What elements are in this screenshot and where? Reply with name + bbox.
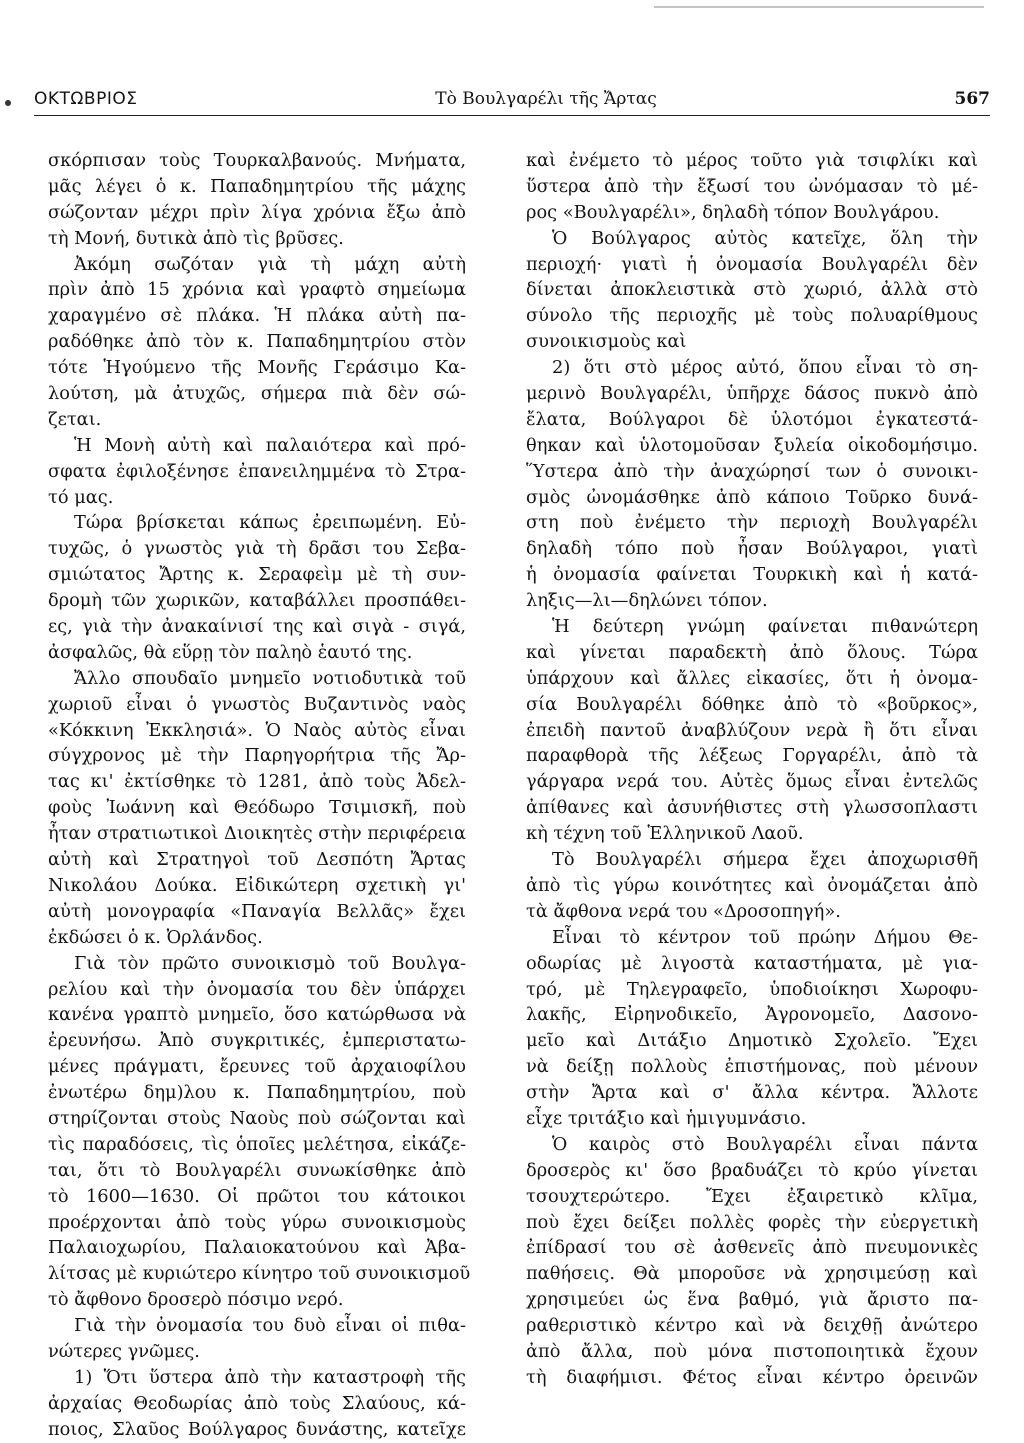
text-line: Εἶναι τὸ κέντρον τοῦ πρώην Δήμου Θε- [552,926,978,948]
text-line: σκόρπισαν τοὺς Τουρκαλβανούς. Μνήματα, [48,150,466,171]
text-line: ζεται. [48,408,102,430]
text-line: λακῆς, Εἰρηνοδικεῖο, Ἀγρονομεῖο, Δασονο- [526,1004,978,1026]
text-line: μερινὸ Βουλγαρέλι, ὑπῆρχε δάσος πυκνὸ ἀπὸ [526,383,978,405]
text-line: σφατα ἐφιλοξένησε ἐπανειλημμένα τὸ Στρα- [48,460,466,482]
text-line: περιοχή· γιατὶ ἡ ὀνομασία Βουλγαρέλι δὲν [526,253,978,275]
text-line: σμὸς ὠνομάσθηκε ἀπὸ κάποιο Τοῦρκο δυνά- [526,486,978,508]
text-line: τό μας. [48,486,114,508]
text-line: Ἡ δεύτερη γνώμη φαίνεται πιθανώτερη [552,616,978,638]
text-line: τρό, μὲ Τηλεγραφεῖο, ὑποδιοίκησι Χωροφυ- [526,978,978,1000]
text-line: νώτερες γνῶμες. [48,1340,200,1362]
text-line: εἶχε τριτάξιο καὶ ἡμιγυμνάσιο. [526,1107,807,1129]
right-column [526,148,978,1391]
text-line: τὸ ἄφθονο δροσερὸ πόσιμο νερό. [48,1289,344,1311]
text-line: προέρχονται ἀπὸ τοὺς γύρω συνοικισμοὺς [48,1211,466,1233]
text-line: μένες πράγματι, ἔρευνες τοῦ ἀρχαιοφίλου [48,1056,466,1078]
text-line: τυχῶς, ὁ γνωστὸς γιὰ τὴ δρᾶσι του Σεβα- [48,538,466,560]
text-line: 2) ὅτι στὸ μέρος αὐτό, ὅπου εἶναι τὸ ση- [552,357,978,379]
text-line: δηλαδὴ τόπο ποὺ ἦσαν Βούλγαροι, γιατὶ [526,538,978,560]
text-line: οδωρίας μὲ λιγοστὰ καταστήματα, μὲ για- [526,952,978,974]
text-line: Ἡ Μονὴ αὐτὴ καὶ παλαιότερα καὶ πρό- [74,434,466,456]
text-line: Ὁ Βούλγαρος αὐτὸς κατεῖχε, ὅλη τὴν [552,227,978,249]
text-line: τσουχτερώτερο. Ἔχει ἐξαιρετικὸ κλῖμα, [526,1185,978,1207]
text-line: ἀρχαίας Θεοδωρίας ἀπὸ τοὺς Σλαύους, κά- [48,1392,466,1414]
text-line: ες, γιὰ τὴν ἀνακαίνισί της καὶ σιγὰ - σιγά, [48,616,466,638]
text-line: Ἀκόμη σωζόταν γιὰ τὴ μάχη αὐτὴ [74,253,466,275]
text-line: ληξις—λι—δηλώνει τόπον. [526,590,768,612]
text-line: φοὺς Ἰωάννη καὶ Θεόδωρο Τσιμισκῆ, ποὺ [48,797,466,819]
text-line: σία Βουλγαρέλι δόθηκε ἀπὸ τὸ «βοῦρκος», [526,693,978,715]
header-title: Τὸ Βουλγαρέλι τῆς Ἄρτας [435,89,657,109]
text-line: Νικολάου Δούκα. Εἰδικώτερη σχετικὴ γι' [48,874,466,896]
text-line: ραθεριστικὸ κέντρο καὶ νὰ δειχθῇ ἀνώτερο [526,1315,978,1337]
text-line: αὐτὴ καὶ Στρατηγοὶ τοῦ Δεσπότη Ἄρτας [48,849,466,871]
text-line: ποὺ ἔχει δείξει πολλὲς φορὲς τὴν εὐεργετικὴ [526,1211,978,1233]
text-line: Γιὰ τὴν ὀνομασία του δυὸ εἶναι οἱ πιθα- [74,1315,466,1337]
header-month: ΟΚΤΩΒΡΙΟΣ [34,89,138,109]
text-line: κανένα γραπτὸ μνημεῖο, ὅσο κατώρθωσα νὰ [48,1004,466,1026]
text-line: ἦταν στρατιωτικοὶ Διοικητὲς στὴν περιφέρεια [48,823,466,845]
text-line: χωριοῦ εἶναι ὁ γνωστὸς Βυζαντινὸς ναὸς [48,693,466,715]
text-line: λίτσας μὲ κυριώτερο κίνητρο τοῦ συνοικισμοῦ [48,1263,471,1285]
text-line: δροσερὸς κι' ὅσο βραδυάζει τὸ κρύο γίνεται [526,1159,978,1181]
text-line: ὕστερα ἀπὸ τὴν ἔξωσί του ὠνόμασαν τὸ μέ- [526,175,978,197]
text-line: ραδόθηκε ἀπὸ τὸν κ. Παπαδημητρίου στὸν [48,331,466,353]
page-number: 567 [954,89,990,109]
text-line: Ὁ καιρὸς στὸ Βουλγαρέλι εἶναι πάντα [552,1133,978,1155]
text-line: παραφθορὰ τῆς λέξεως Γοργαρέλι, ἀπὸ τὰ [526,745,978,767]
text-line: κὴ τέχνη τοῦ Ἑλληνικοῦ Λαοῦ. [526,823,804,845]
text-line: ἀπὸ ἄλλα, ποὺ μόνα πιστοποιητικὰ ἔχουν [526,1340,978,1362]
text-line: Ἄλλο σπουδαῖο μνημεῖο νοτιοδυτικὰ τοῦ [74,667,466,689]
text-line: ἐνωτέρω δημ)λου κ. Παπαδημητρίου, ποὺ [48,1082,466,1104]
scan-artifact-line [654,6,984,8]
text-line: τὰ ἄφθονα νερά του «Δροσοπηγή». [526,900,841,922]
text-line: μᾶς λέγει ὁ κ. Παπαδημητρίου τῆς μάχης [48,175,466,197]
text-line: ται, ὅτι τὸ Βουλγαρέλι συνωκίσθηκε ἀπὸ [48,1159,466,1181]
text-line: αὐτὴ μονογραφία «Παναγία Βελλᾶς» ἔχει [48,900,466,922]
text-line: ἐκδώσει ὁ κ. Ὀρλάνδος. [48,926,263,948]
text-line: καὶ γίνεται παραδεκτὴ ἀπὸ ὅλους. Τώρα [526,641,978,663]
text-line: Τὸ Βουλγαρέλι σήμερα ἔχει ἀποχωρισθῆ [552,849,978,871]
text-line: τὴ Μονή, δυτικὰ ἀπὸ τὶς βρῦσες. [48,227,344,249]
text-line: καὶ ἐνέμετο τὸ μέρος τοῦτο γιὰ τσιφλίκι καὶ [526,150,978,171]
text-line: τὴ διαφήμισι. Φέτος εἶναι κέντρο ὀρεινῶν [526,1366,978,1388]
text-line: ρος «Βουλγαρέλι», δηλαδὴ τόπον Βουλγάρου. [526,201,940,223]
text-line: συνοικισμοὺς καὶ [526,331,687,353]
text-line: Παλαιοχωρίου, Παλαιοκατούνου καὶ Ἀβα- [48,1237,466,1259]
left-column [48,148,471,1443]
text-line: ἀσφαλῶς, θὰ εὕρῃ τὸν παληὸ ἑαυτό της. [48,641,413,663]
text-line: δίνεται ἀποκλειστικὰ στὸ χωριό, ἀλλὰ στὸ [526,279,978,301]
text-line: ἐπειδὴ παντοῦ ἀναβλύζουν νερὰ ἢ ὅτι εἶναι [526,719,978,741]
text-line: στηρίζονται στοὺς Ναοὺς ποὺ σώζονται καὶ [48,1107,466,1129]
text-line: ρελίου καὶ τὴν ὀνομασία του δὲν ὑπάρχει [48,978,466,1000]
text-line: θηκαν καὶ ὑλοτομοῦσαν ξυλεία οἰκοδομήσιμο. [526,434,978,456]
text-line: τὶς παραδόσεις, τὶς ὁποῖες μελέτησα, εἰκάζε- [48,1133,466,1155]
text-line: στὴν Ἄρτα καὶ σ' ἄλλα κέντρα. Ἄλλοτε [526,1082,978,1104]
text-line: παθήσεις. Θὰ μποροῦσε νὰ χρησιμεύσῃ καὶ [526,1263,978,1285]
text-line: δρομὴ τῶν χωρικῶν, καταβάλλει προσπάθει- [48,590,466,612]
text-line: Ὕστερα ἀπὸ τὴν ἀναχώρησί των ὁ συνοικι- [526,460,978,482]
text-line: σώζονταν μέχρι πρὶν λίγα χρόνια ἔξω ἀπὸ [48,201,466,223]
text-line: λούτση, μὰ ἀτυχῶς, σήμερα πιὰ δὲν σώ- [48,383,466,405]
text-line: τας κι' ἐκτίσθηκε τὸ 1281, ἀπὸ τοὺς Ἀδελ- [48,771,466,793]
text-line: ποιος, Σλαῦος Βούλγαρος δυνάστης, κατεῖχε [48,1418,466,1440]
text-line: στη ποὺ ἐνέμετο τὴν περιοχὴ Βουλγαρέλι [526,512,978,534]
scan-artifact-dot [5,100,11,106]
text-line: ἐπίδρασί του σὲ ἀσθενεῖς ἀπὸ πνευμονικὲς [526,1237,978,1259]
text-line: σύνολο τῆς περιοχῆς μὲ τοὺς πολυαρίθμους [526,305,978,327]
text-line: ἀπὸ τὶς γύρω κοινότητες καὶ ὀνομάζεται ἀπὸ [526,874,978,896]
text-line: σμιώτατος Ἄρτης κ. Σεραφεὶμ μὲ τὴ συν- [48,564,466,586]
text-line: τότε Ἡγούμενο τῆς Μονῆς Γεράσιμο Κα- [48,357,466,379]
text-line: ἡ ὀνομασία φαίνεται Τουρκικὴ καὶ ἡ κατά- [526,564,978,586]
text-line: 1) Ὅτι ὕστερα ἀπὸ τὴν καταστροφὴ τῆς [74,1366,466,1388]
text-line: πρὶν ἀπὸ 15 χρόνια καὶ γραφτὸ σημείωμα [48,279,466,301]
text-line: νὰ δείξῃ πολλοὺς ἐπιστήμονας, ποὺ μένουν [526,1056,978,1078]
text-line: χαραγμένο σὲ πλάκα. Ἡ πλάκα αὐτὴ πα- [48,305,466,327]
text-line: ἐρευνήσω. Ἀπὸ συγκριτικές, ἐμπεριστατω- [48,1030,466,1052]
text-line: μεῖο καὶ Διτάξιο Δημοτικὸ Σχολεῖο. Ἔχει [526,1030,978,1052]
text-line: γάργαρα νερά του. Αὐτὲς ὅμως εἶναι ἐντελῶς [526,771,978,793]
text-line: χρησιμεύει ὡς ἕνα βαθμό, γιὰ ἄριστο πα- [526,1289,978,1311]
text-line: «Κόκκινη Ἐκκλησιά». Ὁ Ναὸς αὐτὸς εἶναι [48,719,466,741]
text-line: Τώρα βρίσκεται κάπως ἐρειπωμένη. Εὐ- [74,512,466,534]
text-line: Γιὰ τὸν πρῶτο συνοικισμὸ τοῦ Βουλγα- [74,952,466,974]
text-line: σύγχρονος μὲ τὴν Παρηγορήτρια τῆς Ἄρ- [48,745,466,767]
text-line: ἀπίθανες καὶ ἀσυνήθιστες στὴ γλωσσοπλαστι [526,797,978,819]
text-line: ἔλατα, Βούλγαροι δὲ ὑλοτόμοι ἐγκατεστά- [526,408,978,430]
text-line: τὸ 1600—1630. Οἱ πρῶτοι του κάτοικοι [48,1185,466,1207]
running-header [34,86,990,116]
text-line: ὑπάρχουν καὶ ἄλλες εἰκασίες, ὅτι ἡ ὀνομα- [526,667,978,689]
